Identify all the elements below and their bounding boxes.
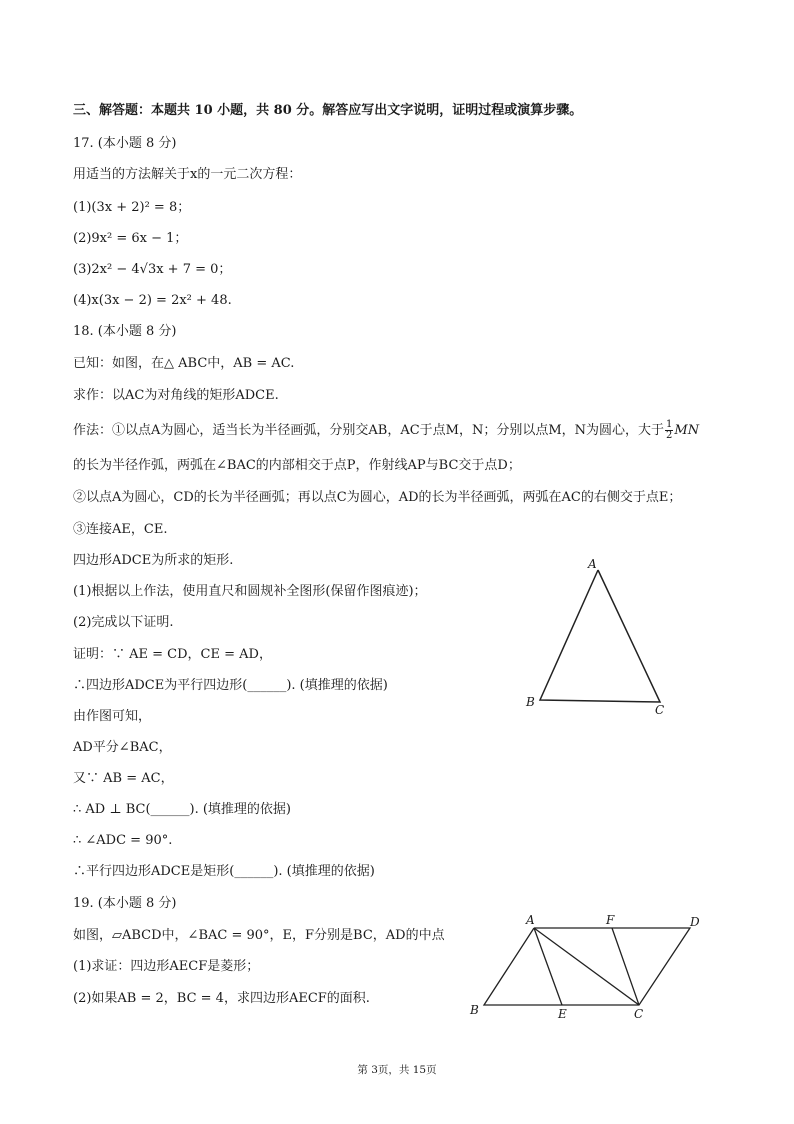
q18-proof-8: ∴平行四边形ADCE是矩形(______). (填推理的依据) — [73, 864, 375, 879]
label-e: E — [558, 1007, 567, 1021]
diagonal-ac — [534, 928, 639, 1005]
q18-method-1b: MN — [674, 423, 700, 438]
label-a: A — [526, 913, 535, 927]
q17-item-3: (3)2x² − 4√3x + 7 = 0； — [73, 262, 232, 277]
q18-title: 18. (本小题 8 分) — [73, 324, 177, 339]
segment-ae — [534, 928, 562, 1005]
q18-method-1c: 的长为半径作弧，两弧在∠BAC的内部相交于点P，作射线AP与BC交于点D； — [73, 458, 521, 473]
label-a: A — [588, 557, 597, 571]
q18-proof-6: ∴ AD ⊥ BC(______). (填推理的依据) — [73, 802, 291, 817]
q17-item-4: (4)x(3x − 2) = 2x² + 48. — [73, 293, 232, 308]
q18-method-1a: 作法：①以点A为圆心，适当长为半径画弧，分别交AB，AC于点M，N；分别以点M，N为圆心，大于 — [73, 423, 665, 438]
q18-method-2: ②以点A为圆心，CD的长为半径画弧；再以点C为圆心，AD的长为半径画弧，两弧在AC的右侧交于点E； — [73, 490, 682, 505]
q19-text: 如图，▱ABCD中，∠BAC = 90°，E，F分别是BC，AD的中点 — [73, 928, 445, 943]
q18-construct: 求作：以AC为对角线的矩形ADCE. — [73, 388, 279, 403]
label-d: D — [690, 915, 700, 929]
triangle-abc — [540, 570, 660, 702]
q17-item-1: (1)(3x + 2)² = 8； — [73, 200, 191, 215]
q17-prompt: 用适当的方法解关于x的一元二次方程： — [73, 167, 302, 182]
page-footer: 第 3页，共 15页 — [357, 1064, 437, 1076]
label-f: F — [606, 913, 615, 927]
q18-method-1 — [73, 420, 699, 441]
q18-proof-4: AD平分∠BAC， — [73, 740, 172, 755]
q19-title: 19. (本小题 8 分) — [73, 896, 177, 911]
q18-method-3: ③连接AE，CE. — [73, 522, 168, 537]
q18-known: 已知：如图，在△ ABC中，AB = AC. — [73, 356, 295, 371]
q19-part1: (1)求证：四边形AECF是菱形； — [73, 959, 260, 974]
half-fraction — [665, 420, 673, 441]
q18-result: 四边形ADCE为所求的矩形. — [73, 553, 234, 568]
label-b: B — [470, 1003, 479, 1017]
fraction-denominator: 2 — [666, 430, 673, 441]
label-c: C — [655, 703, 665, 717]
q18-part2: (2)完成以下证明. — [73, 615, 174, 630]
q17-title: 17. (本小题 8 分) — [73, 136, 177, 151]
section-header: 三、解答题：本题共 10 小题，共 80 分。解答应写出文字说明，证明过程或演算步骤。 — [73, 103, 583, 118]
q18-proof-3: 由作图可知， — [73, 709, 152, 724]
q17-item-2: (2)9x² = 6x − 1； — [73, 231, 188, 246]
q18-proof-2: ∴四边形ADCE为平行四边形(______). (填推理的依据) — [73, 678, 388, 693]
q19-part2: (2)如果AB = 2，BC = 4，求四边形AECF的面积. — [73, 991, 370, 1006]
label-c: C — [634, 1007, 644, 1021]
label-b: B — [526, 695, 535, 709]
segment-fc — [612, 928, 639, 1005]
q18-proof-7: ∴ ∠ADC = 90°. — [73, 833, 173, 848]
q18-triangle-figure — [520, 552, 680, 722]
fraction-numerator: 1 — [666, 419, 673, 430]
q19-parallelogram-figure — [462, 908, 712, 1028]
q18-proof-5: 又∵ AB = AC， — [73, 771, 174, 786]
q18-part1: (1)根据以上作法，使用直尺和圆规补全图形(保留作图痕迹)； — [73, 584, 427, 599]
q18-proof-1: 证明：∵ AE = CD，CE = AD， — [73, 647, 272, 662]
